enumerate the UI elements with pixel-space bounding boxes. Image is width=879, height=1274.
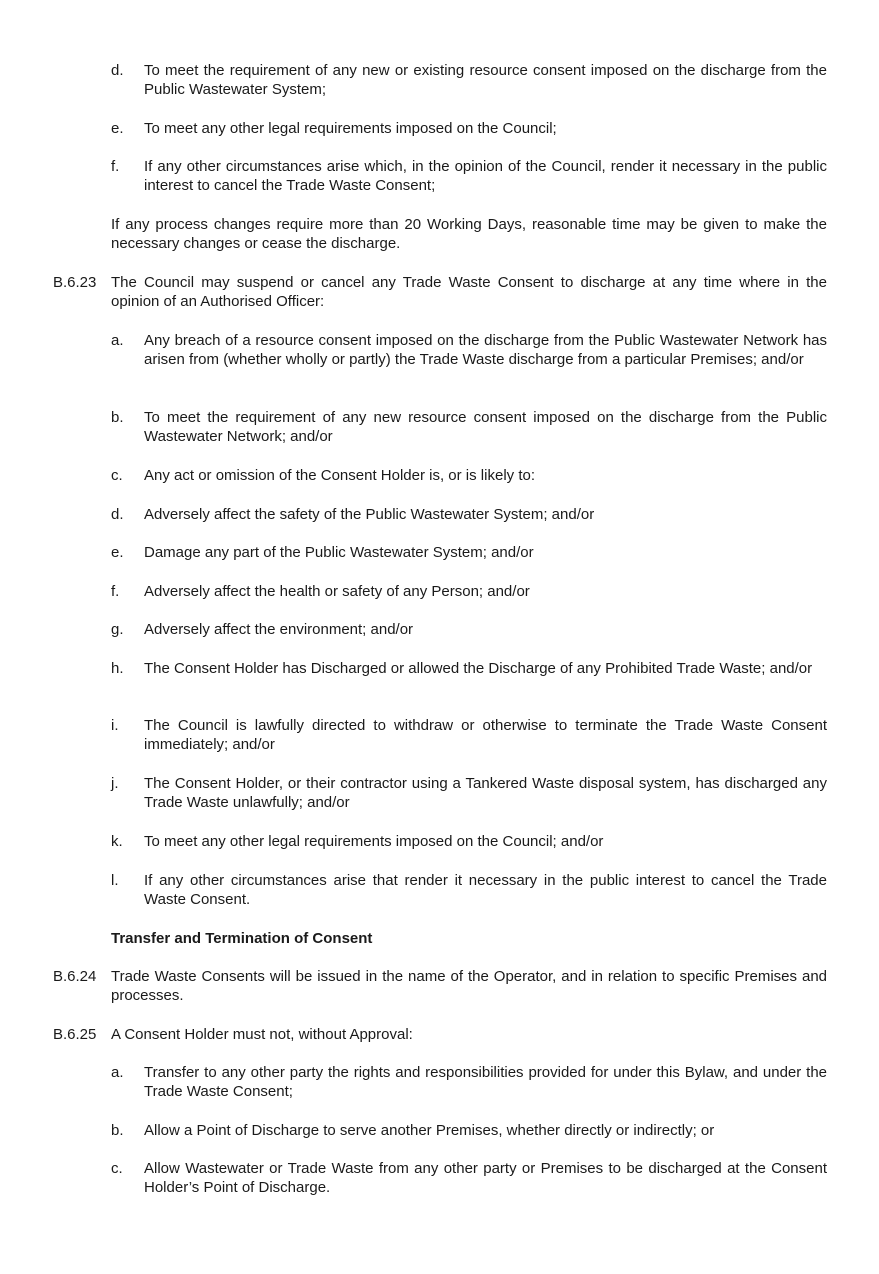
- list-item-text: To meet any other legal requirements imposed on the Council;: [144, 120, 557, 137]
- list-label: g.: [111, 621, 124, 638]
- clause-text: Trade Waste Consents will be issued in the name of the Operator, and in relation to specific Premises and processes.: [111, 968, 827, 1004]
- list-label: b.: [111, 409, 124, 426]
- list-item-text: Any act or omission of the Consent Holder is, or is likely to:: [144, 467, 535, 484]
- list-item-text: Adversely affect the safety of the Public Wastewater System; and/or: [144, 506, 595, 523]
- list-label: c.: [111, 467, 123, 484]
- list-label: a.: [111, 332, 124, 349]
- note-paragraph: If any process changes require more than 20 Working Days, reasonable time may be given to make the necessary changes or cease the discharge.: [111, 216, 827, 252]
- list-item-text: Allow Wastewater or Trade Waste from any other party or Premises to be discharged at the Consent Holder’s Point of Discharge.: [144, 1160, 827, 1196]
- list-label: l.: [111, 872, 119, 889]
- list-label: k.: [111, 833, 123, 850]
- clause-number: B.6.24: [53, 968, 97, 985]
- list-item-text: To meet any other legal requirements imposed on the Council; and/or: [144, 833, 604, 850]
- list-label: c.: [111, 1160, 123, 1177]
- list-label: a.: [111, 1064, 124, 1081]
- list-item-text: Adversely affect the health or safety of any Person; and/or: [144, 583, 530, 600]
- list-item-text: If any other circumstances arise which, in the opinion of the Council, render it necessary in the public interest to cancel the Trade Waste Consent;: [144, 158, 827, 194]
- list-item-text: The Consent Holder, or their contractor using a Tankered Waste disposal system, has discharged any Trade Waste unlawfully; and/or: [144, 775, 827, 811]
- list-label: d.: [111, 62, 124, 79]
- list-item-text: The Council is lawfully directed to withdraw or otherwise to terminate the Trade Waste Consent immediately; and/or: [144, 717, 827, 753]
- list-item-text: Adversely affect the environment; and/or: [144, 621, 414, 638]
- list-label: f.: [111, 583, 120, 600]
- list-item-text: Any breach of a resource consent imposed on the discharge from the Public Wastewater Network has arisen from (whether wholly or partly) the Trade Waste discharge from a particular Premises; and/or: [144, 332, 827, 368]
- clause-number: B.6.25: [53, 1026, 97, 1043]
- list-item-text: To meet the requirement of any new resource consent imposed on the discharge from the Public Wastewater Network; and/or: [144, 409, 827, 445]
- list-label: e.: [111, 544, 124, 561]
- list-item-text: Damage any part of the Public Wastewater System; and/or: [144, 544, 534, 561]
- list-label: d.: [111, 506, 124, 523]
- list-label: e.: [111, 120, 124, 137]
- list-label: f.: [111, 158, 120, 175]
- clause-text: A Consent Holder must not, without Approval:: [111, 1026, 413, 1043]
- clause-number: B.6.23: [53, 274, 97, 291]
- section-heading: Transfer and Termination of Consent: [111, 930, 373, 947]
- list-item-text: Transfer to any other party the rights and responsibilities provided for under this Bylaw, and under the Trade Waste Consent;: [144, 1064, 827, 1100]
- list-item-text: To meet the requirement of any new or existing resource consent imposed on the discharge from the Public Wastewater System;: [144, 62, 827, 98]
- list-item-text: Allow a Point of Discharge to serve another Premises, whether directly or indirectly; or: [144, 1122, 715, 1139]
- clause-text: The Council may suspend or cancel any Trade Waste Consent to discharge at any time where in the opinion of an Authorised Officer:: [111, 274, 827, 310]
- list-label: h.: [111, 660, 124, 677]
- list-label: b.: [111, 1122, 124, 1139]
- list-label: j.: [111, 775, 119, 792]
- list-label: i.: [111, 717, 119, 734]
- list-item-text: If any other circumstances arise that render it necessary in the public interest to cancel the Trade Waste Consent.: [144, 872, 827, 908]
- list-item-text: The Consent Holder has Discharged or allowed the Discharge of any Prohibited Trade Waste; and/or: [144, 660, 813, 677]
